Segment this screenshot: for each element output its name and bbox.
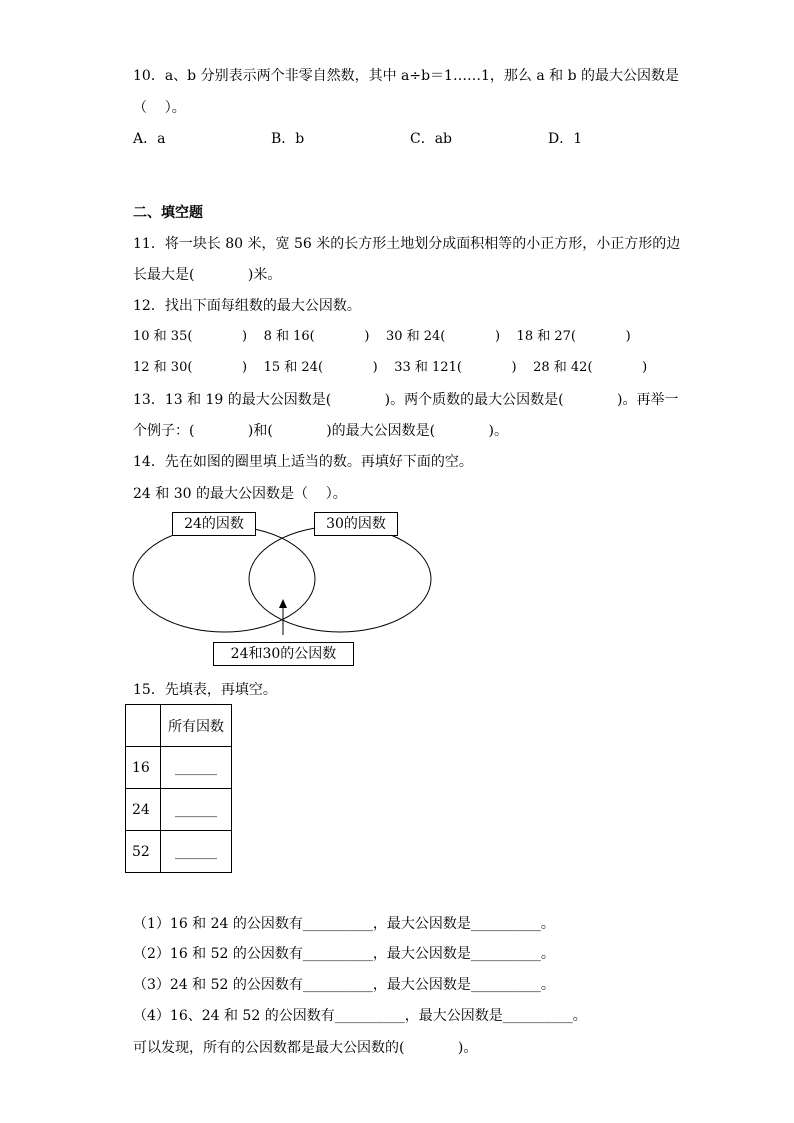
table-corner-cell [126, 705, 161, 747]
table-row [126, 789, 232, 831]
table-answer-blank[interactable]: ______ [161, 831, 232, 873]
venn-left-circle [133, 526, 315, 632]
q11-line2: 长最大是( )米。 [133, 267, 282, 283]
q15-conclusion: 可以发现，所有的公因数都是最大公因数的( )。 [133, 1040, 478, 1056]
q15-sub2: （2）16 和 52 的公因数有__________，最大公因数是__________。 [133, 946, 555, 962]
venn-right-label: 30的因数 [314, 512, 398, 536]
section-heading: 二、填空题 [133, 205, 203, 221]
venn-left-label: 24的因数 [172, 512, 256, 536]
table-answer-blank[interactable]: ______ [161, 789, 232, 831]
q12-title: 12．找出下面每组数的最大公因数。 [133, 298, 361, 314]
q12-row2: 12 和 30( ) 15 和 24( ) 33 和 121( ) 28 和 42( ) [133, 360, 648, 375]
table-row-number: 16 [126, 747, 161, 789]
table-row [126, 831, 232, 873]
q12-row1: 10 和 35( ) 8 和 16( ) 30 和 24( ) 18 和 27( ) [133, 329, 631, 344]
table-header-row [126, 705, 232, 747]
factors-table [125, 704, 232, 873]
venn-right-circle [249, 526, 431, 632]
q10-option-d: D．1 [548, 131, 583, 147]
q13-line2: 个例子：( )和( )的最大公因数是( )。 [133, 423, 508, 439]
q10-option-a: A．a [133, 131, 166, 147]
q15-title: 15．先填表，再填空。 [133, 682, 277, 698]
q15-sub3: （3）24 和 52 的公因数有__________，最大公因数是__________。 [133, 977, 555, 993]
q13-line1: 13．13 和 19 的最大公因数是( )。两个质数的最大公因数是( )。再举一 [133, 392, 679, 408]
q10-option-b: B．b [271, 131, 305, 147]
table-row-number: 52 [126, 831, 161, 873]
q10-option-c: C．ab [410, 131, 453, 147]
q14-line2: 24 和 30 的最大公因数是（ ）。 [133, 486, 347, 502]
table-header-factors: 所有因数 [161, 705, 232, 747]
q15-sub1: （1）16 和 24 的公因数有__________，最大公因数是__________。 [133, 916, 555, 932]
table-row-number: 24 [126, 789, 161, 831]
q14-line1: 14．先在如图的圈里填上适当的数。再填好下面的空。 [133, 454, 473, 470]
venn-common-label: 24和30的公因数 [213, 642, 354, 666]
venn-arrow-head [279, 599, 287, 608]
q11-line1: 11．将一块长 80 米，宽 56 米的长方形土地划分成面积相等的小正方形，小正方形的边 [133, 236, 681, 252]
table-answer-blank[interactable]: ______ [161, 747, 232, 789]
q10-stem-line1: 10．a、b 分别表示两个非零自然数，其中 a÷b＝1……1，那么 a 和 b 的最大公因数是 [133, 68, 679, 84]
table-row [126, 747, 232, 789]
q15-sub4: （4）16、24 和 52 的公因数有__________，最大公因数是__________。 [133, 1008, 587, 1024]
q10-stem-line2: （ ）。 [133, 100, 186, 116]
